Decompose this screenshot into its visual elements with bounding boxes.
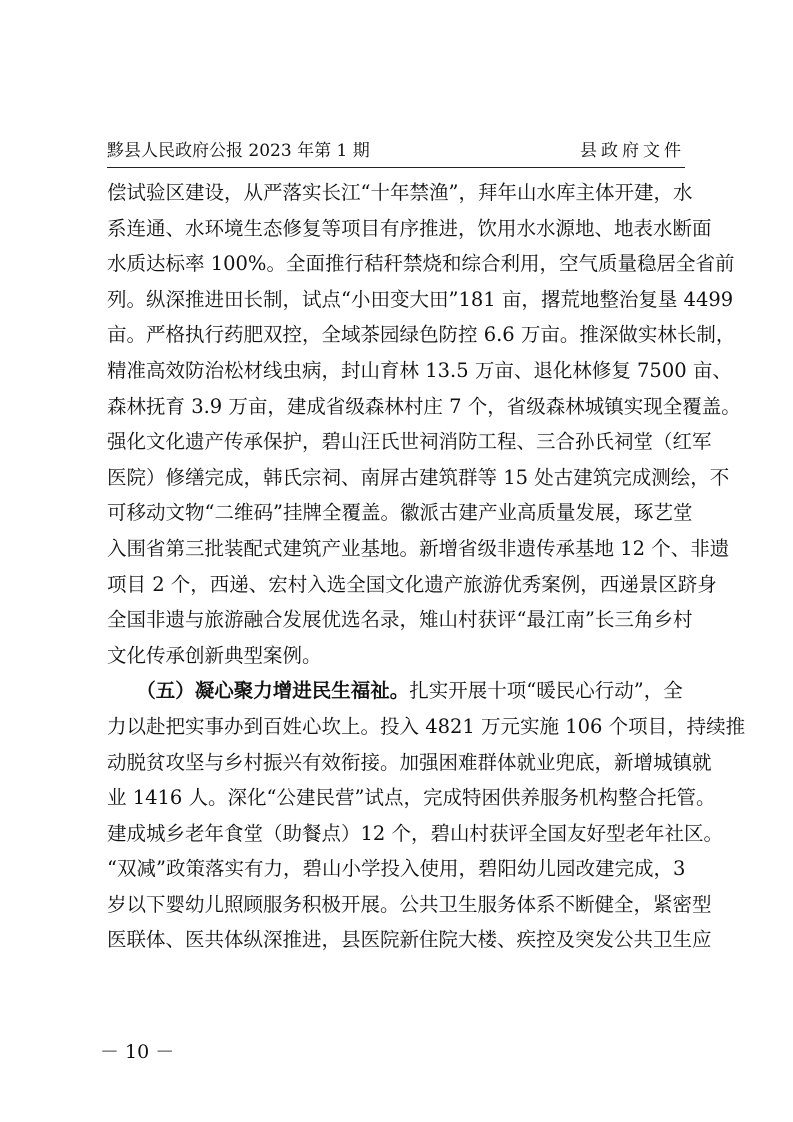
text-line: “双减”政策落实有力，碧山小学投入使用，碧阳幼儿园改建完成，3: [107, 857, 686, 881]
text-line: 系连通、水环境生态修复等项目有序推进，饮用水水源地、地表水断面: [107, 216, 712, 240]
paragraph-ecology-culture: [107, 175, 741, 673]
page-number: － 10 －: [100, 1041, 175, 1063]
section-heading: （五）凝心聚力增进民生福祉。: [146, 679, 410, 703]
text-line: 全国非遗与旅游融合发展优选名录，雉山村获评“最江南”长三角乡村: [107, 608, 693, 632]
text-line: 森林抚育 3.9 万亩，建成省级森林村庄 7 个，省级森林城镇实现全覆盖。: [107, 394, 741, 418]
paragraph-livelihood: [107, 673, 746, 958]
text-line: 医联体、医共体纵深推进，县医院新住院大楼、疾控及突发公共卫生应: [107, 928, 712, 952]
text-line-first: [107, 673, 689, 709]
text-line: 列。纵深推进田长制，试点“小田变大田”181 亩，撂荒地整治复垦 4499: [107, 287, 734, 311]
text-line: 可移动文物“二维码”挂牌全覆盖。徽派古建产业高质量发展，琢艺堂: [107, 501, 693, 525]
text-line: 精准高效防治松材线虫病，封山育林 13.5 万亩、退化林修复 7500 亩、: [107, 358, 732, 382]
bulletin-title: 黟县人民政府公报 2023 年第 1 期: [107, 141, 370, 161]
text-line: 文化传承创新典型案例。: [107, 643, 322, 667]
text-line: 水质达标率 100%。全面推行秸秆禁烧和综合利用，空气质量稳居全省前: [107, 252, 735, 276]
text-line: 动脱贫攻坚与乡村振兴有效衔接。加强困难群体就业兜底，新增城镇就: [107, 750, 712, 774]
section-label: 县政府文件: [580, 141, 685, 161]
document-body: [107, 175, 746, 958]
page-header: [107, 138, 685, 164]
header-divider: [107, 167, 685, 168]
text-line: 亩。严格执行药肥双控，全域茶园绿色防控 6.6 万亩。推深做实林长制，: [107, 323, 736, 347]
text-line: 业 1416 人。深化“公建民营”试点，完成特困供养服务机构整合托管。: [107, 786, 716, 810]
text-line: 力以赴把实事办到百姓心坎上。投入 4821 万元实施 106 个项目，持续推: [107, 714, 746, 738]
text-line: 入围省第三批装配式建筑产业基地。新增省级非遗传承基地 12 个、非遗: [107, 536, 730, 560]
text-line: 建成城乡老年食堂（助餐点）12 个，碧山村获评全国友好型老年社区。: [107, 821, 724, 845]
text-line: 项目 2 个，西递、宏村入选全国文化遗产旅游优秀案例，西递景区跻身: [107, 572, 717, 596]
text-line: 医院）修缮完成，韩氏宗祠、南屏古建筑群等 15 处古建筑完成测绘，不: [107, 465, 730, 489]
text-line: 强化文化遗产传承保护，碧山汪氏世祠消防工程、三合孙氏祠堂（红军: [107, 430, 712, 454]
text-run: 扎实开展十项“暖民心行动”，全: [409, 679, 683, 703]
text-line: 偿试验区建设，从严落实长江“十年禁渔”，拜年山水库主体开建，水: [107, 181, 693, 204]
text-line: 岁以下婴幼儿照顾服务积极开展。公共卫生服务体系不断健全，紧密型: [107, 892, 712, 916]
